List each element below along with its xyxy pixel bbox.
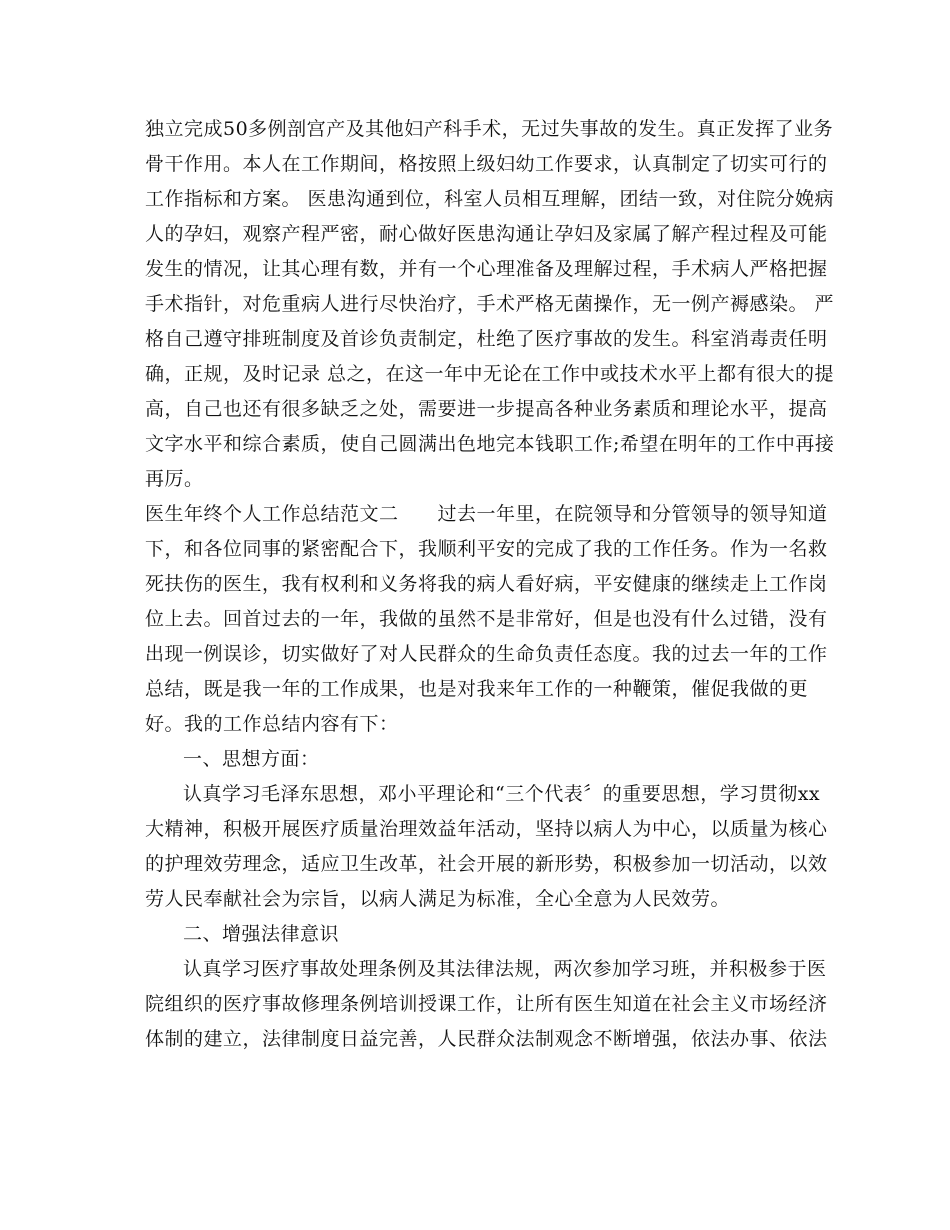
body-line: 死扶伤的医生，我有权利和义务将我的病人看好病，平安健康的继续走上工作岗 — [145, 573, 828, 595]
body-line: 认真学习毛泽东思想，邓小平理论和“三个代表〞的重要思想，学习贯彻xx — [183, 783, 821, 805]
body-line: 劳人民奉献社会为宗旨，以病人满足为标准，全心全意为人民效劳。 — [145, 888, 731, 910]
body-line: 确，正规，及时记录 总之，在这一年中无论在工作中或技术水平上都有很大的提 — [145, 363, 835, 385]
body-line: 人的孕妇，观察产程严密，耐心做好医患沟通让孕妇及家属了解产程过程及可能 — [145, 223, 828, 245]
body-line: 发生的情况，让其心理有数，并有一个心理准备及理解过程，手术病人严格把握 — [145, 258, 828, 280]
body-line: 手术指针，对危重病人进行尽快治疗，手术严格无菌操作，无一例产褥感染。 严 — [145, 293, 835, 315]
section-title-line: 医生年终个人工作总结范文二 过去一年里，在院领导和分管领导的领导知道 — [145, 503, 828, 525]
body-line: 大精神，积极开展医疗质量治理效益年活动，坚持以病人为中心，以质量为核心 — [145, 818, 828, 840]
body-line: 独立完成50多例剖宫产及其他妇产科手术，无过失事故的发生。真正发挥了业务 — [145, 118, 834, 140]
body-line: 体制的建立，法律制度日益完善，人民群众法制观念不断增强，依法办事、依法 — [145, 1028, 828, 1050]
body-line: 下，和各位同事的紧密配合下，我顺利平安的完成了我的工作任务。作为一名救 — [145, 538, 828, 560]
document-body — [145, 112, 835, 1057]
body-line: 骨干作用。本人在工作期间，格按照上级妇幼工作要求，认真制定了切实可行的 — [145, 153, 828, 175]
body-line: 出现一例误诊，切实做好了对人民群众的生命负责任态度。我的过去一年的工作 — [145, 643, 828, 665]
body-line: 的护理效劳理念，适应卫生改革，社会开展的新形势，积极参加一切活动，以效 — [145, 853, 828, 875]
subheading-law: 二、增强法律意识 — [183, 923, 340, 945]
body-line: 工作指标和方案。 医患沟通到位，科室人员相互理解，团结一致，对住院分娩病 — [145, 188, 835, 210]
body-line: 高，自己也还有很多缺乏之处，需要进一步提高各种业务素质和理论水平，提高 — [145, 398, 828, 420]
body-line: 文字水平和综合素质，使自己圆满出色地完本钱职工作;希望在明年的工作中再接 — [145, 433, 835, 455]
subheading-thought: 一、思想方面： — [183, 748, 320, 770]
body-line: 院组织的医疗事故修理条例培训授课工作，让所有医生知道在社会主义市场经济 — [145, 993, 828, 1015]
body-line: 格自己遵守排班制度及首诊负责制定，杜绝了医疗事故的发生。科室消毒责任明 — [145, 328, 828, 350]
body-line: 好。我的工作总结内容有下： — [145, 713, 399, 735]
body-line: 总结，既是我一年的工作成果，也是对我来年工作的一种鞭策，催促我做的更 — [145, 678, 809, 700]
body-line: 认真学习医疗事故处理条例及其法律法规，两次参加学习班，并积极参于医 — [183, 958, 827, 980]
body-line: 位上去。回首过去的一年，我做的虽然不是非常好，但是也没有什么过错，没有 — [145, 608, 828, 630]
body-line: 再厉。 — [145, 468, 204, 490]
